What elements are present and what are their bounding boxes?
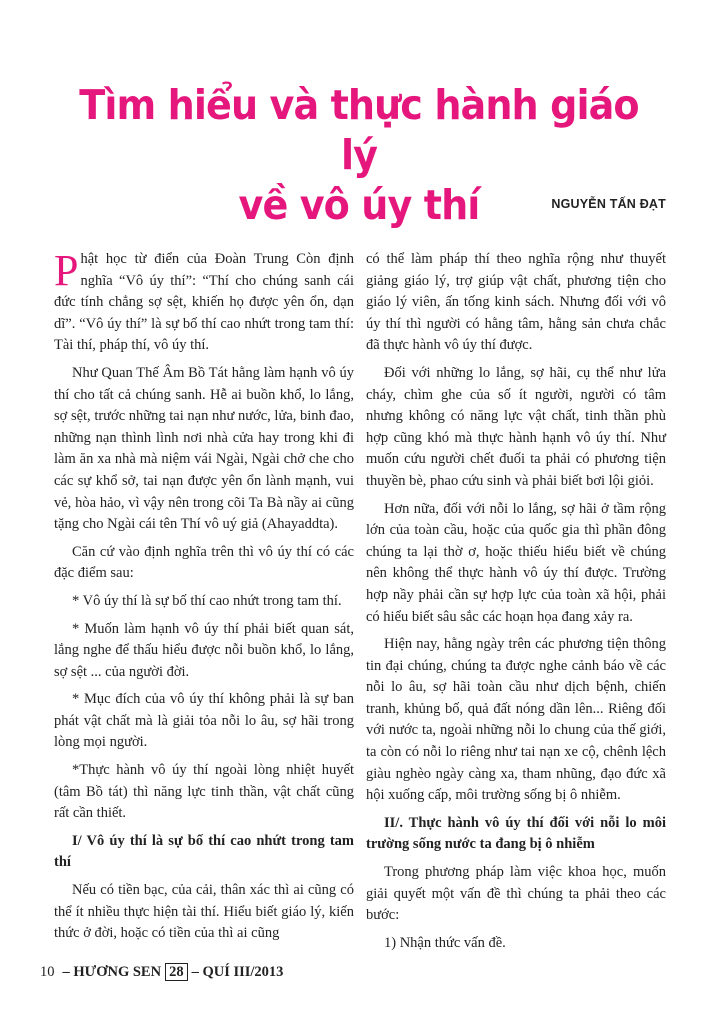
paragraph: 1) Nhận thức vấn đề. bbox=[384, 934, 506, 951]
paragraph: * Muốn làm hạnh vô úy thí phải biết quan sát, lắng nghe để thấu hiểu được nỗi buồn khổ, lo lắng, sợ sệt ... của người đời. bbox=[54, 620, 354, 680]
paragraph: có thể làm pháp thí theo nghĩa rộng như thuyết giảng giáo lý, trợ giúp vật chất, phương tiện cho giáo lý viên, ấn tống kinh sách. Nhưng đối với vô úy thí thì người có hằng tâm, hằng sản chưa chắc đã thực hành vô úy thí được. bbox=[366, 251, 666, 354]
drop-cap: P bbox=[54, 246, 79, 295]
issue-period: – QUÍ III/2013 bbox=[191, 963, 284, 980]
paragraph: * Mục đích của vô úy thí không phải là sự ban phát vật chất mà là giải tỏa nỗi lo âu, sợ hãi trong lòng mọi người. bbox=[54, 691, 354, 751]
magazine-name: – HƯƠNG SEN bbox=[62, 963, 162, 980]
paragraph: * Vô úy thí là sự bố thí cao nhứt trong tam thí. bbox=[72, 592, 342, 609]
paragraph: Nếu có tiền bạc, của cải, thân xác thì ai cũng có thể ít nhiều thực hiện tài thí. Hiểu biết giáo lý, kiến thức ở đời, hoặc có tiền của thì ai cũng bbox=[54, 882, 354, 942]
left-column bbox=[54, 246, 354, 951]
paragraph bbox=[54, 246, 354, 357]
paragraph: *Thực hành vô úy thí ngoài lòng nhiệt huyết (tâm Bồ tát) thì năng lực tinh thần, vật chất cũng rất cần thiết. bbox=[54, 762, 354, 822]
page-footer bbox=[40, 963, 283, 981]
paragraph: Căn cứ vào định nghĩa trên thì vô úy thí có các đặc điểm sau: bbox=[54, 543, 354, 582]
right-column bbox=[366, 249, 666, 960]
paragraph-text: hật học từ điển của Đoàn Trung Còn định nghĩa “Vô úy thí”: “Thí cho chúng sanh cái đức tính chẳng sợ sệt, khiến họ được yên ổn, dạn dĩ”. “Vô úy thí” là sự bố thí cao nhứt trong tam thí: Tài thí, pháp thí, vô úy thí. bbox=[54, 251, 354, 354]
article-title-line-2: về vô úy thí bbox=[238, 181, 480, 229]
section-heading: II/. Thực hành vô úy thí đối với nỗi lo môi trường sống nước ta đang bị ô nhiễm bbox=[366, 814, 666, 853]
paragraph: Đối với những lo lắng, sợ hãi, cụ thể như lửa cháy, chìm ghe của số ít người, người có tâm nhưng không có năng lực vật chất, tinh thần phù hợp cũng khó mà thực hành hạnh vô úy thí. Như muốn cứu người chết đuối ta phải có phương tiện thuyền bè, phao cứu sinh và phải biết bơi lội giỏi. bbox=[366, 364, 666, 489]
section-heading: I/ Vô úy thí là sự bố thí cao nhứt trong tam thí bbox=[54, 832, 354, 871]
article-author: NGUYỄN TẤN ĐẠT bbox=[551, 197, 666, 211]
article-title-line-1: Tìm hiểu và thực hành giáo lý bbox=[79, 81, 639, 179]
magazine-label bbox=[63, 963, 284, 981]
page-number: 10 bbox=[40, 963, 55, 980]
paragraph: Hơn nữa, đối với nỗi lo lắng, sợ hãi ở tầm rộng lớn của toàn cầu, hoặc của quốc gia thì phần đông chúng ta lại thờ ơ, hoặc thiếu hiểu biết về chúng nên không thể thực hành vô úy thí được. Trường hợp nầy phải cần sự hợp lực của toàn xã hội, phải có hiểu biết sâu sắc các hoạn họa đang xảy ra. bbox=[366, 500, 666, 625]
paragraph: Trong phương pháp làm việc khoa học, muốn giải quyết một vấn đề thì chúng ta phải theo các bước: bbox=[366, 864, 666, 924]
issue-number-box: 28 bbox=[165, 963, 188, 981]
paragraph: Hiện nay, hằng ngày trên các phương tiện thông tin đại chúng, chúng ta được nghe cảnh báo về các nỗi lo âu, sợ hãi toàn cầu như dịch bệnh, chiến tranh, khủng bố, quả đất nóng dần lên... Riêng đối với nước ta, ngoài những nỗi lo chung của thế giới, ta còn có nỗi lo riêng như tai nạn xe cộ, chênh lệch giàu nghèo ngày càng xa, tham nhũng, đạo đức xã hội xuống cấp, môi trường sống bị ô nhiễm. bbox=[366, 636, 666, 804]
paragraph: Như Quan Thế Âm Bồ Tát hằng làm hạnh vô úy thí cho tất cả chúng sanh. Hễ ai buồn khổ, lo lắng, sợ sệt, trước những tai nạn như nước, lửa, binh đao, những nạn thình lình nơi nhà cửa hay trong khi đi làm ăn xa nhà mà niệm vái Ngài, Ngài chở che cho các sự khổ sở, tai nạn được yên ổn lành mạnh, vui vẻ, hòa hảo, vì vậy nên trong cõi Ta Bà nầy ai cũng tặng cho Ngài cái tên Thí vô uý giả (Ahayaddta). bbox=[54, 364, 354, 533]
